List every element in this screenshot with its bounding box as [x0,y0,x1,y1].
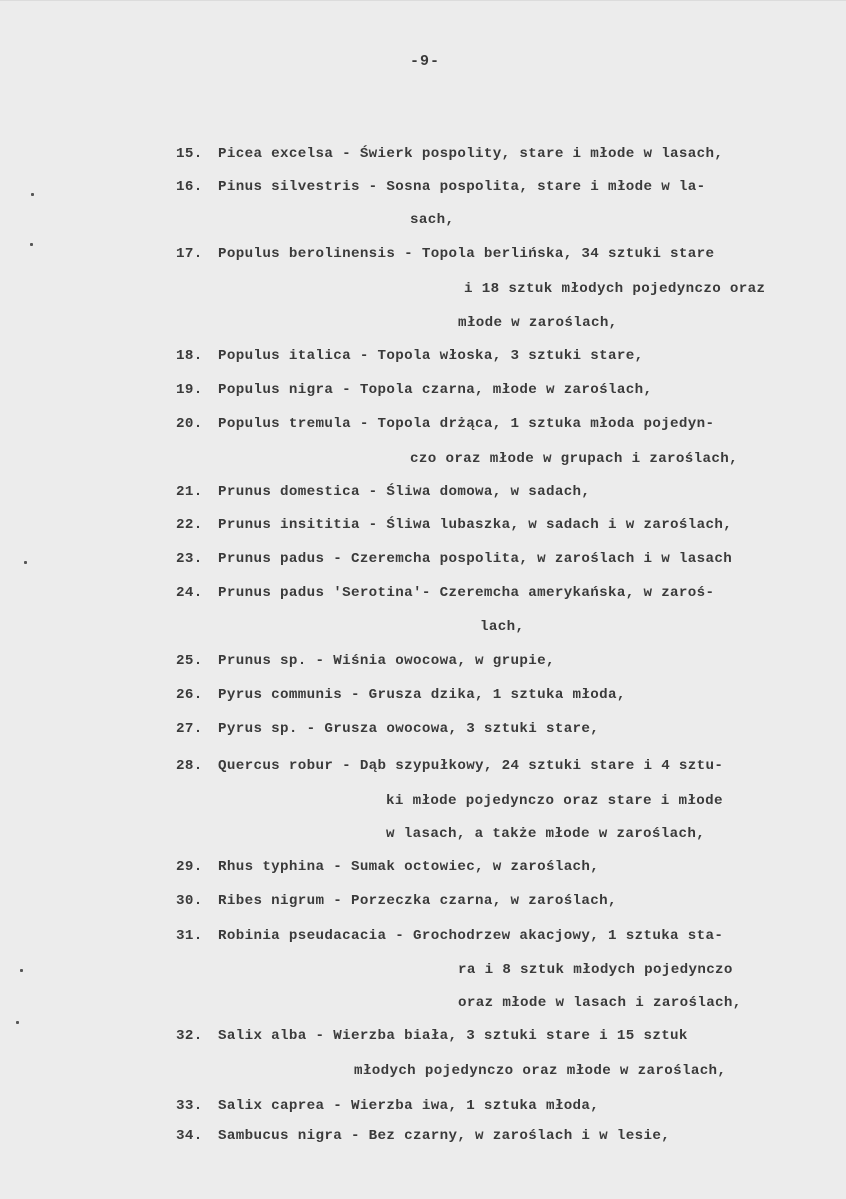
entry-text: Prunus padus 'Serotina'- Czeremcha amerykańska, w zaroś- [218,585,715,601]
entry-number: 34. [176,1128,203,1144]
entry-31-cont: oraz młode w lasach i zaroślach, [458,995,742,1011]
entry-number: 18. [176,348,203,364]
entry-number: 15. [176,146,203,162]
entry-34 [176,1127,670,1145]
entry-text: Pyrus communis - Grusza dzika, 1 sztuka młoda, [218,687,626,703]
page-number: -9- [410,53,441,70]
entry-number: 24. [176,585,203,601]
entry-text: Salix caprea - Wierzba iwa, 1 sztuka młoda, [218,1098,600,1114]
entry-17-cont: młode w zaroślach, [458,315,618,331]
margin-speck [24,561,27,564]
entry-17 [176,245,714,263]
entry-text: Prunus padus - Czeremcha pospolita, w zaroślach i w lasach [218,551,733,567]
entry-number: 19. [176,382,203,398]
margin-speck [16,1021,19,1024]
entry-20 [176,415,714,433]
entry-number: 32. [176,1028,203,1044]
entry-32 [176,1027,688,1045]
entry-number: 23. [176,551,203,567]
entry-number: 25. [176,653,203,669]
entry-30 [176,892,617,910]
entry-number: 21. [176,484,203,500]
entry-16-cont: sach, [410,212,455,228]
entry-17-cont: i 18 sztuk młodych pojedynczo oraz [464,281,766,297]
entry-28-cont: ki młode pojedynczo oraz stare i młode [386,793,723,809]
entry-15 [176,145,723,163]
entry-text: Prunus domestica - Śliwa domowa, w sadach, [218,484,591,500]
entry-number: 17. [176,246,203,262]
entry-text: Populus berolinensis - Topola berlińska, 34 sztuki stare [218,246,715,262]
entry-18 [176,347,643,365]
entry-26 [176,686,626,704]
entry-text: Quercus robur - Dąb szypułkowy, 24 sztuki stare i 4 sztu- [218,758,724,774]
entry-19 [176,381,652,399]
entry-number: 22. [176,517,203,533]
entry-text: Pinus silvestris - Sosna pospolita, stare i młode w la- [218,179,706,195]
margin-speck [20,969,23,972]
entry-number: 16. [176,179,203,195]
entry-text: Prunus sp. - Wiśnia owocowa, w grupie, [218,653,555,669]
entry-28-cont: w lasach, a także młode w zaroślach, [386,826,706,842]
entry-23 [176,550,732,568]
entry-number: 29. [176,859,203,875]
entry-number: 28. [176,758,203,774]
entry-29 [176,858,599,876]
entry-text: Picea excelsa - Świerk pospolity, stare i młode w lasach, [218,146,724,162]
entry-27 [176,720,599,738]
entry-text: Populus italica - Topola włoska, 3 sztuki stare, [218,348,644,364]
entry-22 [176,516,732,534]
entry-31-cont: ra i 8 sztuk młodych pojedynczo [458,962,733,978]
entry-21 [176,483,590,501]
entry-31 [176,927,723,945]
entry-number: 27. [176,721,203,737]
entry-text: Pyrus sp. - Grusza owocowa, 3 sztuki stare, [218,721,600,737]
entry-text: Prunus insititia - Śliwa lubaszka, w sadach i w zaroślach, [218,517,733,533]
entry-text: Rhus typhina - Sumak octowiec, w zaroślach, [218,859,600,875]
entry-32-cont: młodych pojedynczo oraz młode w zaroślach, [354,1063,727,1079]
entry-24-cont: lach, [480,619,525,635]
entry-text: Populus nigra - Topola czarna, młode w zaroślach, [218,382,653,398]
entry-text: Populus tremula - Topola drżąca, 1 sztuka młoda pojedyn- [218,416,715,432]
entry-25 [176,652,555,670]
entry-number: 20. [176,416,203,432]
entry-text: Robinia pseudacacia - Grochodrzew akacjowy, 1 sztuka sta- [218,928,724,944]
entry-16 [176,178,706,196]
entry-text: Sambucus nigra - Bez czarny, w zaroślach i w lesie, [218,1128,671,1144]
entry-number: 30. [176,893,203,909]
entry-number: 31. [176,928,203,944]
entry-28 [176,757,723,775]
entry-text: Salix alba - Wierzba biała, 3 sztuki stare i 15 sztuk [218,1028,688,1044]
entry-24 [176,584,714,602]
entry-number: 26. [176,687,203,703]
entry-33 [176,1097,599,1115]
entry-text: Ribes nigrum - Porzeczka czarna, w zaroślach, [218,893,617,909]
margin-speck [30,243,33,246]
entry-number: 33. [176,1098,203,1114]
entry-20-cont: czo oraz młode w grupach i zaroślach, [410,451,738,467]
margin-speck [31,193,34,196]
